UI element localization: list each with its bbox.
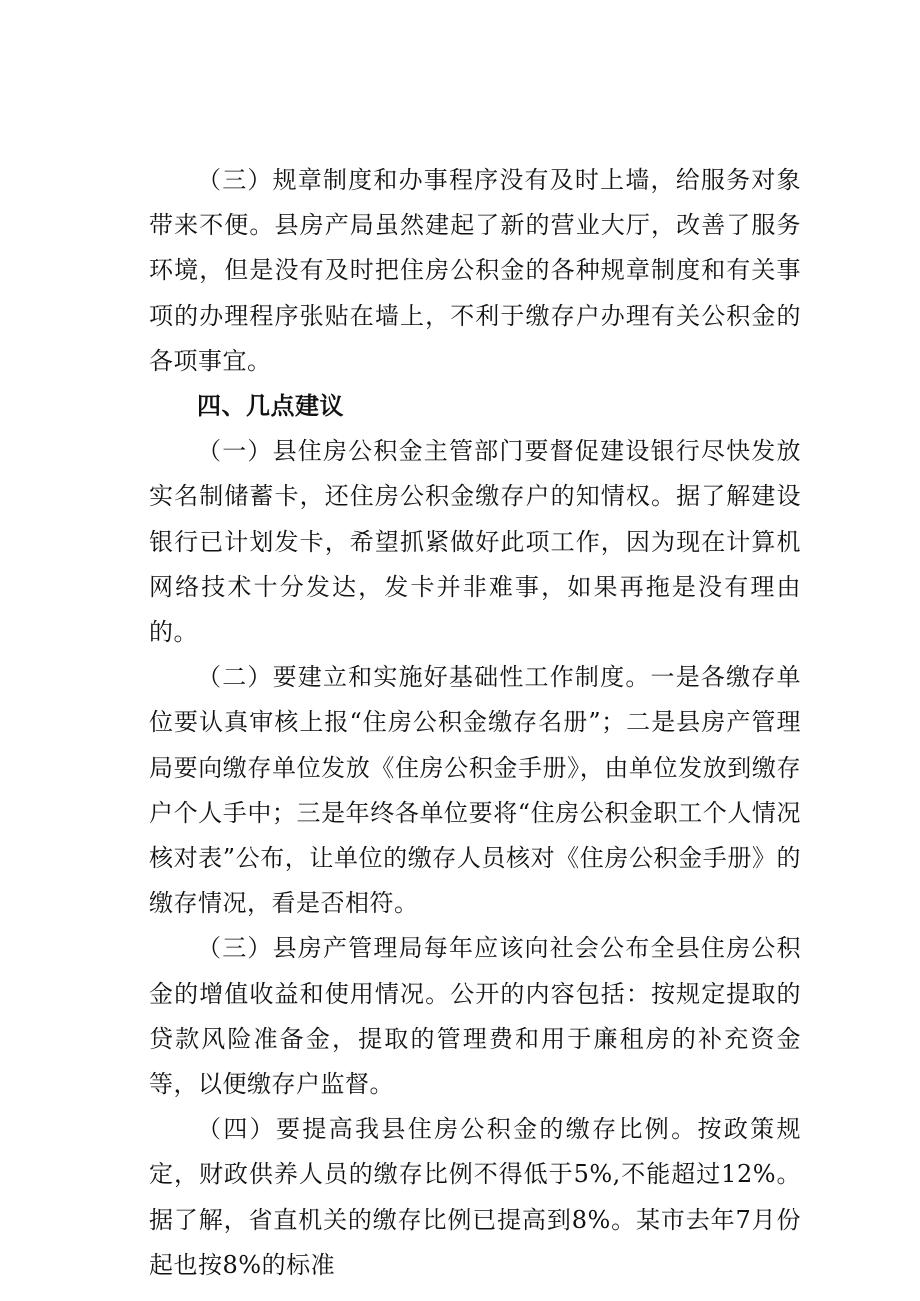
paragraph-suggestion-3: （三）县房产管理局每年应该向社会公布全县住房公积金的增值收益和使用情况。公开的内容包括：按规定提取的贷款风险准备金，提取的管理费和用于廉租房的补充资金等，以便缴存户监督。 [149, 934, 801, 1099]
section-heading-suggestions: 四、几点建议 [197, 392, 344, 421]
paragraph-regulations-not-posted: （三）规章制度和办事程序没有及时上墙，给服务对象带来不便。县房产局虽然建起了新的营业大厅，改善了服务环境，但是没有及时把住房公积金的各种规章制度和有关事项的办理程序张贴在墙上，不利于缴存户办理有关公积金的各项事宜。 [149, 166, 801, 375]
document-body [149, 158, 801, 1288]
paragraph-suggestion-2: （二）要建立和实施好基础性工作制度。一是各缴存单位要认真审核上报“住房公积金缴存名册”；二是县房产管理局要向缴存单位发放《住房公积金手册》，由单位发放到缴存户个人手中；三是年终各单位要将“住房公积金职工个人情况核对表”公布，让单位的缴存人员核对《住房公积金手册》的缴存情况，看是否相符。 [149, 663, 801, 918]
paragraph-suggestion-4: （四）要提高我县住房公积金的缴存比例。按政策规定，财政供养人员的缴存比例不得低于5%,不能超过12%。据了解，省直机关的缴存比例已提高到8%。某市去年7月份起也按8%的标准 [149, 1115, 801, 1279]
paragraph-suggestion-1: （一）县住房公积金主管部门要督促建设银行尽快发放实名制储蓄卡，还住房公积金缴存户的知情权。据了解建设银行已计划发卡，希望抓紧做好此项工作，因为现在计算机网络技术十分发达，发卡并非难事，如果再拖是没有理由的。 [149, 437, 801, 647]
